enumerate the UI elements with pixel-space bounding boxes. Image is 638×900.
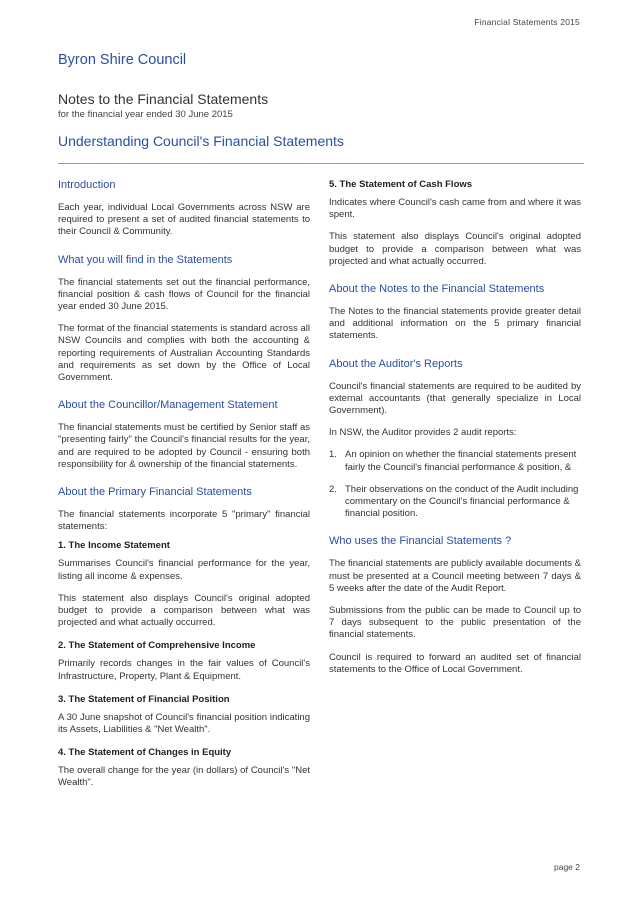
what-you-find-paragraph-1: The financial statements set out the financial performance, financial position & cash flows of Council for the financial year ended 30 June 2015. (58, 276, 310, 313)
organisation-name: Byron Shire Council (58, 52, 187, 68)
cash-flows-heading: 5. The Statement of Cash Flows (329, 179, 473, 190)
running-header: Financial Statements 2015 (474, 17, 580, 27)
introduction-paragraph: Each year, individual Local Governments across NSW are required to present a set of audited financial statements to their Council & Community. (58, 202, 310, 238)
primary-statements-heading: About the Primary Financial Statements (58, 486, 252, 499)
financial-position-heading: 3. The Statement of Financial Position (58, 693, 230, 705)
audit-reports-list (329, 449, 581, 520)
section-title: Understanding Council's Financial Statements (58, 133, 344, 149)
left-column (58, 178, 310, 790)
cash-flows-paragraph-2: This statement also displays Council's original adopted budget to provide a comparison between what was projected and what actually occurred. (329, 231, 581, 267)
who-uses-paragraph-3: Council is required to forward an audited set of financial statements to the Office of Local Government. (329, 651, 581, 675)
councillor-statement-heading: About the Councillor/Management Statement (58, 399, 278, 412)
who-uses-paragraph-2: Submissions from the public can be made to Council up to 7 days subsequent to the public presentation of the financial statements. (329, 605, 581, 641)
document-subtitle: for the financial year ended 30 June 2015 (58, 109, 233, 120)
changes-in-equity-paragraph: The overall change for the year (in dollars) of Council's "Net Wealth". (58, 765, 310, 789)
councillor-statement-paragraph: The financial statements must be certified by Senior staff as "presenting fairly" the Council's financial results for the year, and are required to be adopted by Council - ensuring both responsibility for & ownership of the financial statements. (58, 422, 310, 470)
introduction-heading: Introduction (58, 179, 116, 191)
list-item-text: An opinion on whether the financial statements present fairly the Council's financial performance & position, & (345, 449, 577, 473)
auditor-reports-heading: About the Auditor's Reports (329, 357, 463, 370)
list-item (329, 484, 581, 521)
income-statement-paragraph-2: This statement also displays Council's original adopted budget to provide a comparison between what was projected and what actually occurred. (58, 592, 310, 629)
what-you-find-paragraph-2: The format of the financial statements is standard across all NSW Councils and complies with both the accounting & reporting requirements of Australian Accounting Standards and requirements as set down by the Office of Local Government. (58, 323, 310, 384)
auditor-reports-paragraph-1: Council's financial statements are required to be audited by external accountants (that generally specialize in Local Government). (329, 380, 581, 417)
notes-paragraph: The Notes to the financial statements provide greater detail and additional information on the 5 primary financial statements. (329, 306, 581, 342)
who-uses-paragraph-1: The financial statements are publicly available documents & must be presented at a Council meeting between 7 days & 5 weeks after the date of the Audit Report. (329, 558, 581, 594)
section-divider (58, 163, 584, 164)
right-column (329, 178, 581, 676)
financial-position-paragraph: A 30 June snapshot of Council's financial position indicating its Assets, Liabilities & "Net Wealth". (58, 711, 310, 736)
list-item (329, 449, 581, 473)
notes-heading: About the Notes to the Financial Statements (329, 283, 545, 296)
cash-flows-paragraph-1: Indicates where Council's cash came from and where it was spent. (329, 197, 581, 221)
list-item-number: 2. (329, 483, 337, 495)
income-statement-heading: 1. The Income Statement (58, 540, 170, 552)
income-statement-paragraph-1: Summarises Council's financial performance for the year, listing all income & expenses. (58, 558, 310, 582)
document-title: Notes to the Financial Statements (58, 91, 269, 107)
what-you-find-heading: What you will find in the Statements (58, 253, 233, 266)
list-item-number: 1. (329, 449, 337, 461)
who-uses-heading: Who uses the Financial Statements ? (329, 535, 512, 548)
primary-statements-paragraph: The financial statements incorporate 5 "primary" financial statements: (58, 509, 310, 533)
page-number: page 2 (554, 862, 580, 872)
comprehensive-income-paragraph: Primarily records changes in the fair values of Council's Infrastructure, Property, Plant & Equipment. (58, 658, 310, 682)
changes-in-equity-heading: 4. The Statement of Changes in Equity (58, 747, 232, 759)
list-item-text: Their observations on the conduct of the Audit including commentary on the Council's financial performance & financial position. (345, 483, 579, 520)
comprehensive-income-heading: 2. The Statement of Comprehensive Income (58, 640, 256, 652)
auditor-reports-paragraph-2: In NSW, the Auditor provides 2 audit reports: (329, 427, 517, 439)
